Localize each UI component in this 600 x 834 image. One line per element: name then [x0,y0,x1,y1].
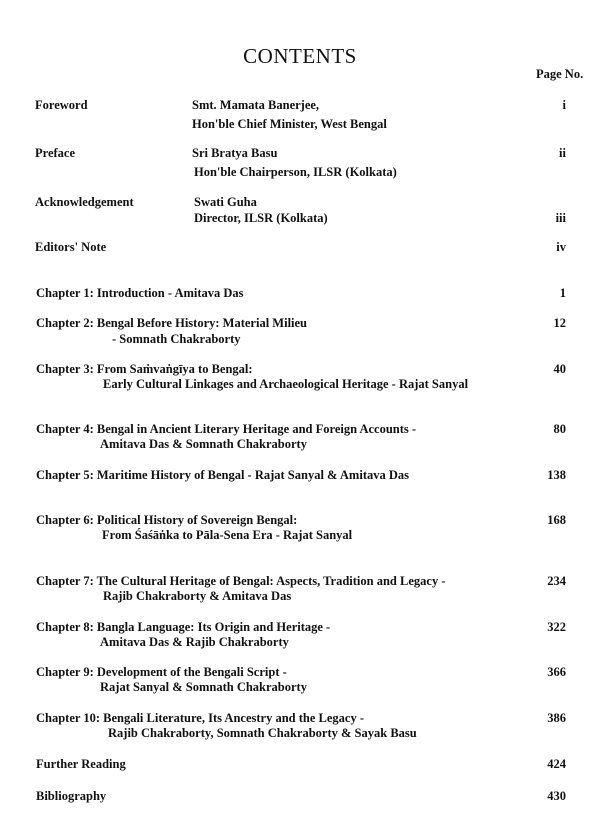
chapter-title: Chapter 5: Maritime History of Bengal - Rajat Sanyal & Amitava Das [36,468,409,482]
chapter-title: Chapter 3: From Saṁvaṅgīya to Bengal: [36,362,253,376]
chapter-authors: Amitava Das & Somnath Chakraborty [100,437,307,451]
entry-label: Acknowledgement [35,195,134,209]
chapter-page-number: 322 [547,620,566,634]
chapter-title: Chapter 8: Bangla Language: Its Origin and Heritage - [36,620,331,634]
chapter-authors: - Somnath Chakraborty [112,332,241,346]
chapter-page-number: 234 [547,574,566,588]
chapter-page-number: 12 [553,316,566,330]
page-title: CONTENTS [243,44,357,68]
entry-page-number: iv [556,240,566,254]
chapter-page-number: 168 [547,513,566,527]
entry-page-number: i [562,98,566,112]
chapter-title: Chapter 10: Bengali Literature, Its Ancestry and the Legacy - [36,711,364,725]
chapter-authors: Amitava Das & Rajib Chakraborty [100,635,289,649]
chapter-page-number: 386 [547,711,566,725]
chapter-authors: Rajib Chakraborty & Amitava Das [103,589,292,603]
entry-label: Further Reading [36,757,126,771]
chapter-page-number: 80 [553,422,566,436]
entry-page-number: 430 [547,789,566,803]
entry-page-number: ii [559,146,566,160]
entry-author: Swati Guha [194,195,257,209]
entry-author: Smt. Mamata Banerjee, [192,98,320,112]
chapter-authors: Rajib Chakraborty, Somnath Chakraborty & Sayak Basu [108,726,417,740]
entry-label: Bibliography [36,789,107,803]
chapter-page-number: 138 [547,468,566,482]
chapter-authors: From Śaśāṅka to Pāla-Sena Era - Rajat Sanyal [102,528,353,542]
entry-label: Editors' Note [35,240,107,254]
entry-author-role: Hon'ble Chief Minister, West Bengal [192,117,387,131]
entry-author: Sri Bratya Basu [192,146,278,160]
chapter-authors: Early Cultural Linkages and Archaeological Heritage - Rajat Sanyal [103,377,469,391]
chapter-page-number: 1 [559,286,566,300]
chapter-title: Chapter 2: Bengal Before History: Material Milieu [36,316,308,330]
chapter-authors: Rajat Sanyal & Somnath Chakraborty [100,680,307,694]
entry-page-number: iii [555,211,566,225]
chapter-title: Chapter 1: Introduction - Amitava Das [36,286,244,300]
chapter-title: Chapter 6: Political History of Sovereign Bengal: [36,513,298,527]
chapter-title: Chapter 7: The Cultural Heritage of Bengal: Aspects, Tradition and Legacy - [36,574,446,588]
entry-page-number: 424 [547,757,566,771]
entry-label: Preface [35,146,76,160]
chapter-title: Chapter 9: Development of the Bengali Script - [36,665,287,679]
page-number-header: Page No. [536,67,584,81]
entry-author-role: Hon'ble Chairperson, ILSR (Kolkata) [194,165,397,179]
chapter-page-number: 40 [553,362,566,376]
entry-label: Foreword [35,98,88,112]
chapter-page-number: 366 [547,665,566,679]
chapter-title: Chapter 4: Bengal in Ancient Literary Heritage and Foreign Accounts - [36,422,417,436]
entry-author-role: Director, ILSR (Kolkata) [194,211,328,225]
